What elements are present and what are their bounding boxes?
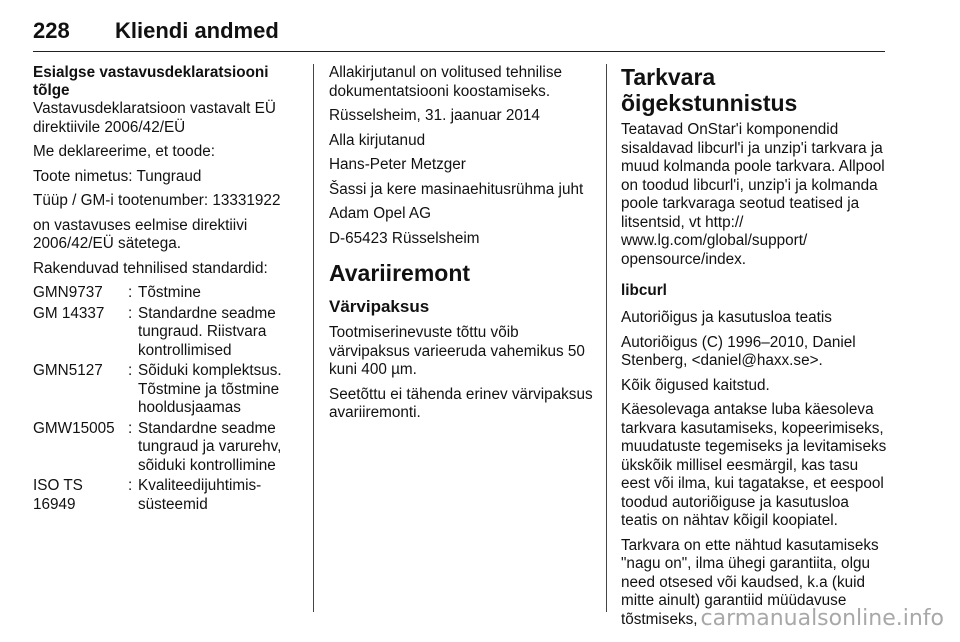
paragraph: Seetõttu ei tähenda erinev värvipaksus avariiremonti. (329, 385, 593, 421)
separator: : (128, 419, 133, 437)
separator: : (128, 284, 133, 301)
standard-description: Sõiduki komplektsus. Tõstmine ja tõstmine hooldusjaamas (138, 362, 282, 416)
standard-description: Tõstmine (138, 284, 201, 301)
standard-code: GMN5127 (33, 362, 103, 379)
column-software-notice (621, 64, 889, 629)
paragraph: Allakirjutanul on volitused tehnilise dokumentatsiooni koostamiseks. (329, 64, 562, 100)
standard-code: GMN9737 (33, 284, 103, 301)
paragraph: on vastavuses eelmise direktiivi 2006/42/EÜ sätetega. (33, 216, 248, 252)
paragraph: Rüsselsheim, 31. jaanuar 2014 (329, 107, 540, 124)
paragraph: Hans-Peter Metzger (329, 156, 466, 173)
paragraph: Kõik õigused kaitstud. (621, 376, 770, 394)
column-signature-repair (329, 64, 599, 429)
paragraph: Toote nimetus: Tungraud (33, 167, 202, 185)
section-heading: Tarkvara õigekstunnistus (621, 64, 798, 116)
separator: : (128, 477, 133, 494)
paragraph: Tarkvara on ette nähtud kasutamiseks "nagu on", ilma ühegi garantiita, olgu need otsesed või kaudsed, k.a (kuid mitte ainult) garantiid müüdavuse tõstmiseks, (621, 536, 879, 628)
paragraph: Tüüp / GM-i tootenumber: 13331922 (33, 192, 281, 209)
page-number: 228 (33, 18, 70, 43)
paragraph: Käesolevaga antakse luba käesoleva tarkvara kasutamiseks, kopeerimiseks, muudatuste tegemiseks ja levitamiseks ükskõik millisel eesmärgil, kas tasu eest või ilma, kui tagatakse, et eespool toodud autoriõiguse ja kasutusloa teatis on nähtav kõigil koopiatel. (621, 401, 887, 529)
column-divider (606, 64, 607, 612)
subsection-heading: libcurl (621, 282, 667, 299)
standard-code: GM 14337 (33, 304, 105, 322)
paragraph: D-65423 Rüsselsheim (329, 229, 480, 247)
paragraph: Adam Opel AG (329, 205, 432, 222)
separator: : (128, 362, 133, 379)
standard-code: GMW15005 (33, 419, 115, 437)
page-header (33, 8, 885, 52)
paragraph: Šassi ja kere masinaehitusrühma juht (329, 180, 584, 198)
section-title: Kliendi andmed (115, 18, 279, 43)
standard-description: Standardne seadme tungraud ja varurehv, sõiduki kontrollimine (138, 419, 282, 474)
column-declaration (33, 64, 305, 516)
subsection-heading: Värvipaksus (329, 297, 430, 316)
paragraph: Alla kirjutanud (329, 131, 426, 149)
paragraph: Me deklareerime, et toode: (33, 143, 215, 160)
standard-code: ISO TS 16949 (33, 477, 83, 513)
separator: : (128, 304, 133, 322)
section-heading: Avariiremont (329, 260, 471, 286)
declaration-heading: Esialgse vastavusdeklaratsiooni tõlge (33, 64, 269, 99)
table-row (33, 284, 305, 303)
standards-table (33, 284, 305, 514)
paragraph: Autoriõigus ja kasutusloa teatis (621, 309, 832, 326)
table-row (33, 362, 305, 418)
standard-description: Standardne seadme tungraud. Riistvara kontrollimised (138, 304, 276, 359)
paragraph: Rakenduvad tehnilised standardid: (33, 259, 268, 277)
table-row (33, 305, 305, 361)
standard-description: Kvaliteedijuhtimis-süsteemid (138, 477, 262, 513)
column-divider (313, 64, 314, 612)
table-row (33, 477, 305, 514)
paragraph: Vastavusdeklaratsioon vastavalt EÜ direktiivile 2006/42/EÜ (33, 100, 276, 136)
paragraph: Teatavad OnStar'i komponendid sisaldavad libcurl'i ja unzip'i tarkvara ja muud kolmanda poole tarkvara. Allpool on toodud libcurl'i, unzip'i ja kolmanda poole tarkvaraga seotud teatised ja litsentsid, vt http:// www.lg.com/global/support/ opensource/index. (621, 121, 885, 268)
watermark: carmanualsonline.info (700, 606, 944, 631)
paragraph: Tootmiserinevuste tõttu võib värvipaksus varieeruda vahemikus 50 kuni 400 µm. (329, 324, 585, 378)
table-row (33, 420, 305, 476)
paragraph: Autoriõigus (C) 1996–2010, Daniel Stenberg, <daniel@haxx.se>. (621, 333, 856, 369)
